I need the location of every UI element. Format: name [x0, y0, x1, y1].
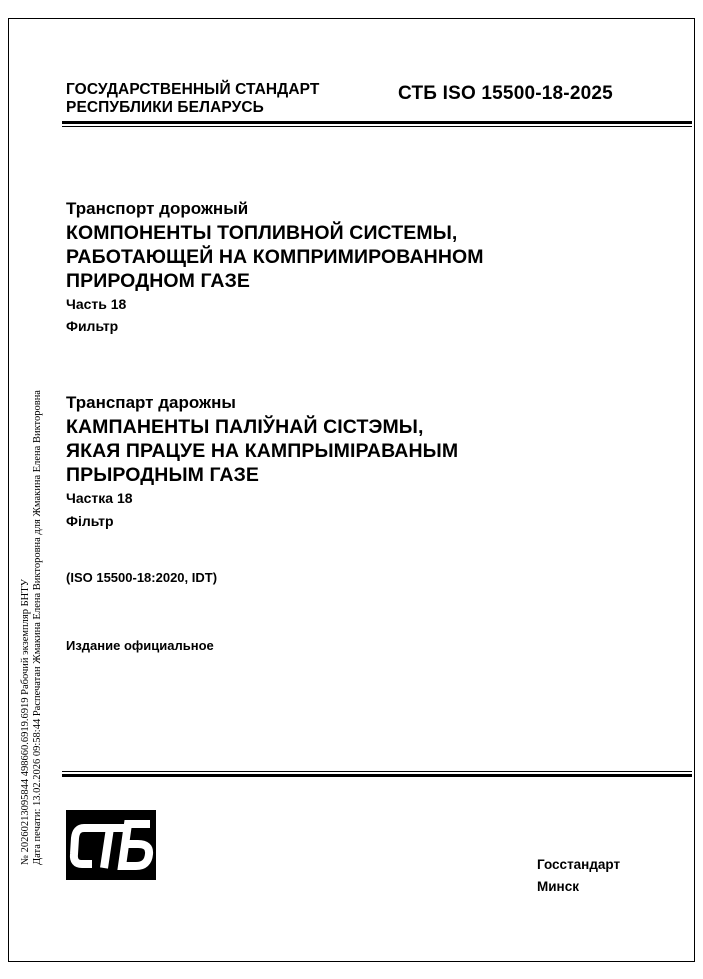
print-stamp-line1: № 20260213095844 498660.6919.6919 Рабочий экземпляр БНТУ	[20, 578, 31, 865]
standard-designation: СТБ ISO 15500-18-2025	[398, 83, 613, 104]
ru-part-title: Фильтр	[66, 318, 119, 334]
footer-publisher: Госстандарт	[537, 857, 621, 872]
footer-rule-thick	[62, 774, 692, 777]
by-subject: Транспарт дарожны	[66, 393, 236, 412]
ru-title	[66, 221, 484, 293]
header-rule-thin	[62, 126, 692, 127]
footer-city: Минск	[537, 879, 579, 894]
print-stamp-line2: Дата печати: 13.02.2026 09:58:44 Распечатан Жмакина Елена Викторовна для Жмакина Елена Викторовна	[32, 390, 43, 865]
ru-subject: Транспорт дорожный	[66, 199, 249, 218]
by-title-line1: КАМПАНЕНТЫ ПАЛІЎНАЙ СІСТЭМЫ,	[66, 416, 424, 438]
iso-equivalence: (ISO 15500-18:2020, IDT)	[66, 570, 218, 585]
ru-title-line2: РАБОТАЮЩЕЙ НА КОМПРИМИРОВАННОМ	[66, 246, 484, 268]
ru-title-line1: КОМПОНЕНТЫ ТОПЛИВНОЙ СИСТЕМЫ,	[66, 222, 458, 244]
by-part-title: Фільтр	[66, 513, 114, 529]
stb-logo	[66, 810, 156, 880]
header-organization	[66, 81, 319, 117]
header-rule-thick	[62, 121, 692, 124]
header-org-line2: РЕСПУБЛИКИ БЕЛАРУСЬ	[66, 99, 264, 116]
print-stamp-vertical	[20, 245, 44, 865]
footer-rule-thin	[62, 771, 692, 772]
by-title-line3: ПРЫРОДНЫМ ГАЗЕ	[66, 464, 260, 486]
ru-part: Часть 18	[66, 296, 127, 312]
by-part: Частка 18	[66, 490, 133, 506]
by-title-line2: ЯКАЯ ПРАЦУЕ НА КАМПРЫМІРАВАНЫМ	[66, 440, 459, 462]
edition-note: Издание официальное	[66, 638, 214, 653]
by-title	[66, 415, 458, 487]
header-org-line1: ГОСУДАРСТВЕННЫЙ СТАНДАРТ	[66, 81, 320, 98]
ru-title-line3: ПРИРОДНОМ ГАЗЕ	[66, 270, 251, 292]
